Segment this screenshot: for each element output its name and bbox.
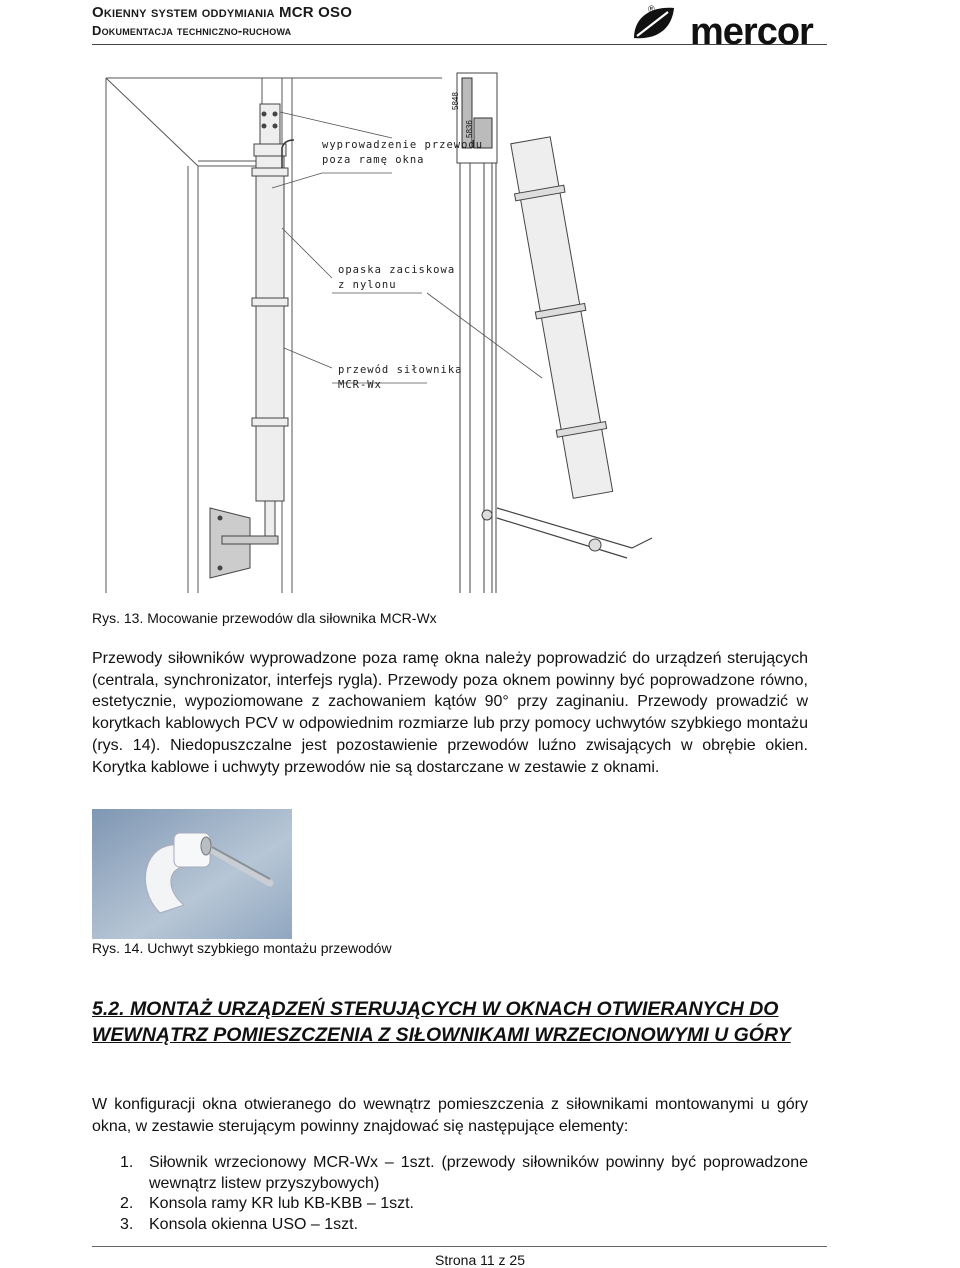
figure13-drawing <box>92 48 752 600</box>
figure14-caption: Rys. 14. Uchwyt szybkiego montażu przewodów <box>92 940 392 956</box>
required-elements-list <box>92 1153 808 1235</box>
mercor-logo <box>628 2 838 50</box>
header-title-line1: Okienny system oddymiania MCR OSO <box>92 4 353 21</box>
registered-mark: ® <box>648 4 655 14</box>
logo-wordmark: mercor <box>690 11 813 50</box>
header-title-line2: Dokumentacja techniczno-ruchowa <box>92 23 292 38</box>
label-cable-tie-2: z nylonu <box>338 279 397 291</box>
label-cable-tie-1: opaska zaciskowa <box>338 264 456 276</box>
list-item-number: 3. <box>120 1215 134 1233</box>
label-cable-exit-2: poza ramę okna <box>322 154 425 166</box>
list-item-number: 1. <box>120 1154 134 1171</box>
label-cable-exit-1: wyprowadzenie przewodu <box>322 139 484 151</box>
page-number: Strona 11 z 25 <box>434 1252 526 1268</box>
label-actuator-cable-1: przewód siłownika <box>338 364 463 376</box>
document-header <box>92 4 352 39</box>
list-item-text: Siłownik wrzecionowy MCR-Wx – 1szt. (przewody siłowników powinny być poprowadzone wewnątrz listew przyszybowych) <box>149 1154 808 1192</box>
list-item-number: 2. <box>120 1195 134 1212</box>
section-title: 5.2. MONTAŻ URZĄDZEŃ STERUJĄCYCH W OKNACH OTWIERANYCH DO WEWNĄTRZ POMIESZCZENIA Z SIŁOWNIKAMI WRZECIONOWYMI U GÓRY <box>92 998 791 1046</box>
label-actuator-cable-2: MCR-Wx <box>338 379 382 391</box>
figure14-photo <box>92 809 292 939</box>
footer-rule <box>92 1246 827 1247</box>
section-intro: W konfiguracji okna otwieranego do wewnątrz pomieszczenia z siłownikami montowanymi u góry okna, w zestawie sterującym powinny znajdować się następujące elementy: <box>92 1096 808 1135</box>
list-item <box>92 1153 808 1194</box>
list-item-text: Konsola ramy KR lub KB-KBB – 1szt. <box>149 1195 414 1212</box>
figure13-caption: Rys. 13. Mocowanie przewodów dla siłownika MCR-Wx <box>92 610 437 626</box>
paragraph-cable-routing: Przewody siłowników wyprowadzone poza ramę okna należy poprowadzić do urządzeń sterujących (centrala, synchronizator, interfejs rygla). Przewody poza oknem powinny być poprowadzone równo, estetycznie, wypoziomowane z zachowaniem kątów 90° przy zaginaniu. Przewody prowadzić w korytkach kablowych PCV w odpowiednim rozmiarze lub przy pomocy uchwytów szybkiego montażu (rys. 14). Niedopuszczalne jest pozostawienie przewodów luźno zwisających w obrębie okien. Korytka kablowe i uchwyty przewodów nie są dostarczane w zestawie z oknami. <box>92 650 808 776</box>
list-item <box>92 1215 808 1236</box>
profile-code-2: 5836 <box>465 120 474 138</box>
list-item <box>92 1194 808 1215</box>
list-item-text: Konsola okienna USO – 1szt. <box>149 1215 359 1233</box>
profile-code-1: 5848 <box>451 92 460 110</box>
